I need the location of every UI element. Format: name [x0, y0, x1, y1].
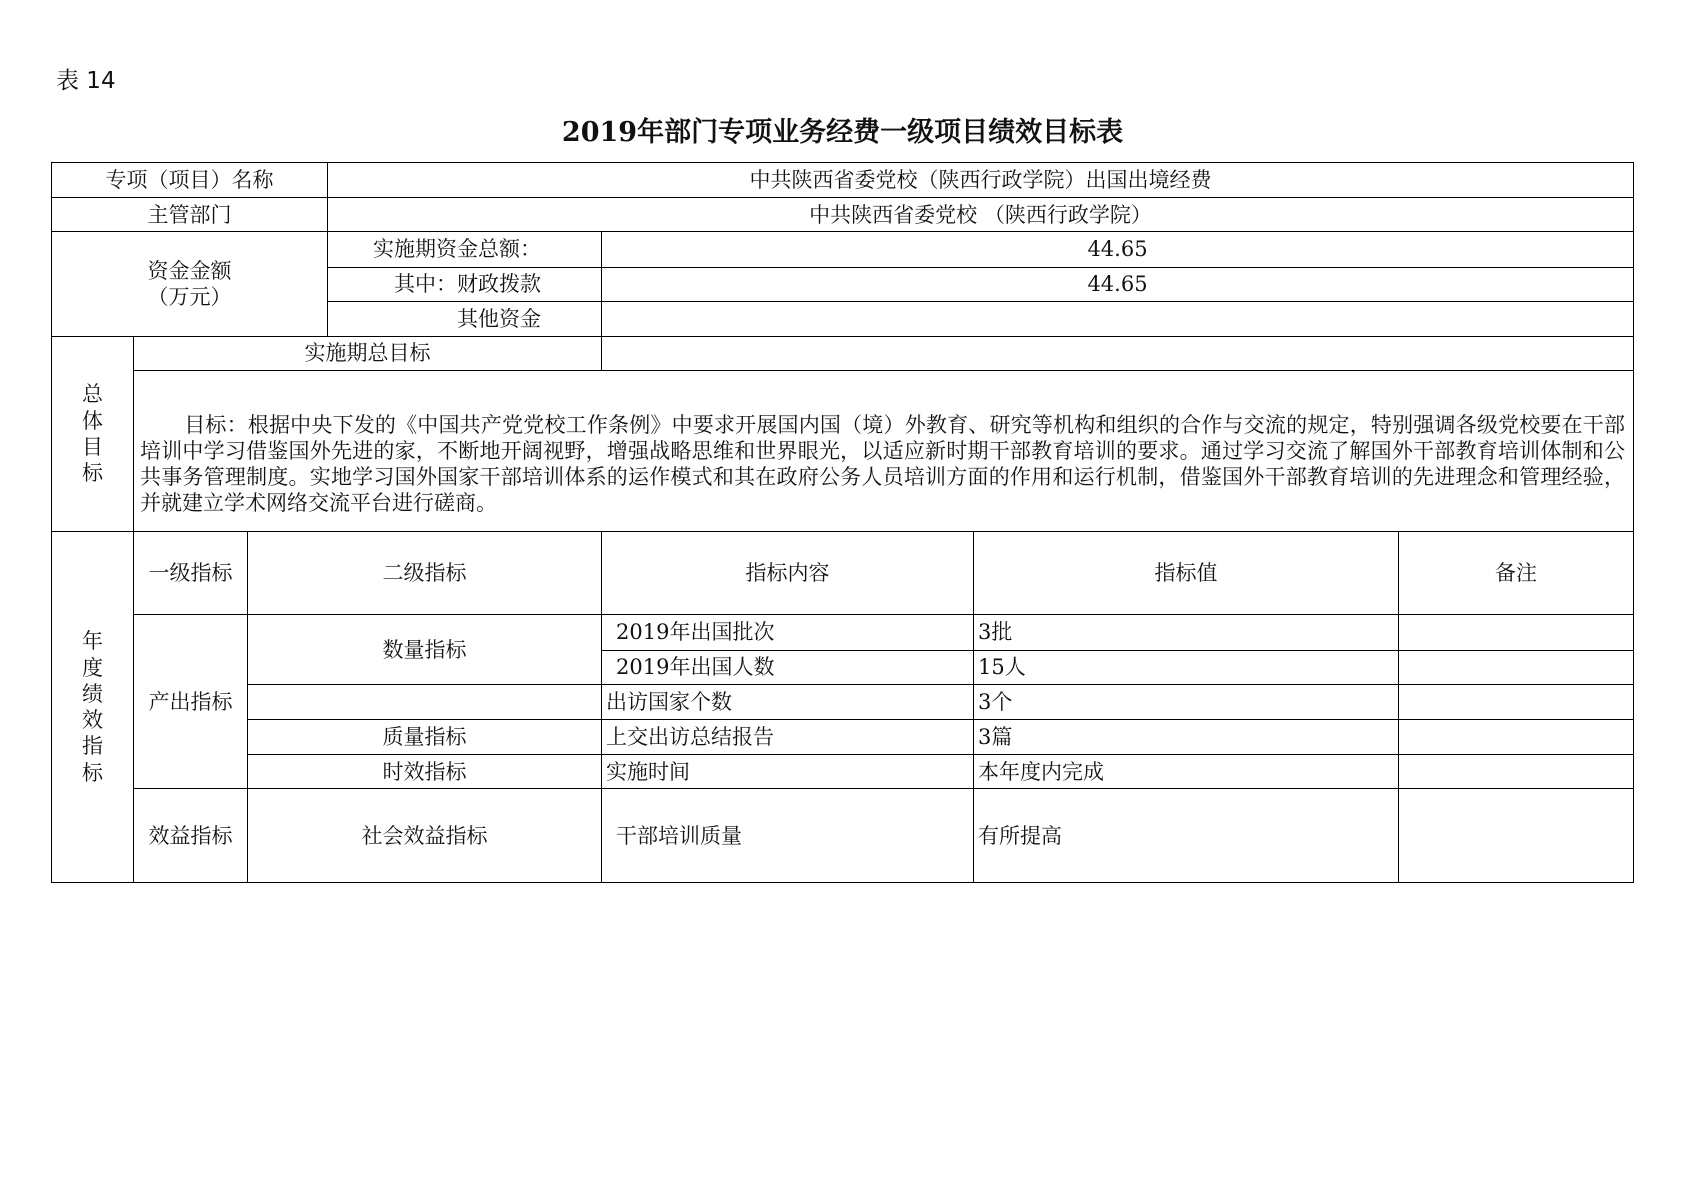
indicator-remark [1399, 720, 1634, 755]
side-char: 标 [82, 461, 103, 486]
indicator-value: 本年度内完成 [974, 755, 1399, 789]
social-benefit-indicator-label: 社会效益指标 [248, 789, 602, 883]
timeliness-indicator-label: 时效指标 [248, 755, 602, 789]
indicator-remark [1399, 755, 1634, 789]
department-label: 主管部门 [52, 198, 328, 232]
side-char: 体 [82, 408, 103, 433]
department-value: 中共陕西省委党校 （陕西行政学院） [328, 198, 1634, 232]
side-char: 指 [82, 734, 103, 759]
side-char: 目 [82, 434, 103, 459]
funds-total-row [52, 232, 1634, 267]
funds-fiscal-label: 其中：财政拨款 [328, 267, 602, 301]
project-name-value: 中共陕西省委党校（陕西行政学院）出国出境经费 [328, 163, 1634, 198]
side-char: 年 [82, 629, 103, 654]
indicator-content: 上交出访总结报告 [602, 720, 974, 755]
indicator-remark [1399, 789, 1634, 883]
implementation-period-target-label: 实施期总目标 [134, 336, 602, 370]
table-row [52, 789, 1634, 883]
header-content: 指标内容 [602, 532, 974, 615]
document-title: 2019年部门专项业务经费一级项目绩效目标表 [561, 117, 1124, 148]
funds-total-value: 44.65 [602, 232, 1634, 267]
department-row [52, 198, 1634, 232]
table-row [52, 684, 1634, 719]
table-row [52, 615, 1634, 650]
quality-indicator-label: 质量指标 [248, 720, 602, 755]
output-indicator-label: 产出指标 [134, 615, 248, 789]
indicator-content: 干部培训质量 [602, 789, 974, 883]
funds-other-label: 其他资金 [328, 301, 602, 336]
table-row [52, 720, 1634, 755]
overall-target-text-cell [134, 371, 1634, 532]
implementation-period-target-empty [602, 336, 1634, 370]
indicator-content: 2019年出国人数 [602, 650, 974, 684]
funds-amount-label [52, 232, 328, 337]
level2-empty [248, 684, 602, 719]
side-char: 效 [82, 708, 103, 732]
indicator-content: 出访国家个数 [602, 684, 974, 719]
indicator-value: 15人 [974, 650, 1399, 684]
overall-target-text: 目标：根据中央下发的《中国共产党党校工作条例》中要求开展国内国（境）外教育、研究等机构和组织的合作与交流的规定，特别强调各级党校要在干部培训中学习借鉴国外先进的家，不断地开阔视野，增强战略思维和世界眼光，以适应新时期干部教育培训的要求。通过学习交流了解国外干部教育培训体制和公共事务管理制度。实地学习国外国家干部培训体系的运作模式和其在政府公务人员培训方面的作用和运行机制，借鉴国外干部教育培训的先进理念和管理经验，并就建立学术网络交流平台进行磋商。 [140, 412, 1625, 516]
side-char: 度 [82, 655, 103, 680]
side-char: 总 [82, 382, 103, 407]
funds-label-line2: （万元） [147, 285, 232, 310]
project-name-label: 专项（项目）名称 [52, 163, 328, 198]
funds-label-line1: 资金金额 [147, 258, 232, 283]
side-char: 标 [82, 760, 103, 785]
side-char: 绩 [82, 681, 103, 706]
table-row [52, 755, 1634, 789]
indicator-value: 3篇 [974, 720, 1399, 755]
overall-target-side-label [52, 336, 134, 531]
benefit-indicator-label: 效益指标 [134, 789, 248, 883]
funds-other-value [602, 301, 1634, 336]
header-level2: 二级指标 [248, 532, 602, 615]
indicator-value: 3批 [974, 615, 1399, 650]
annual-header-row [52, 532, 1634, 615]
header-value: 指标值 [974, 532, 1399, 615]
indicator-remark [1399, 684, 1634, 719]
funds-total-label: 实施期资金总额： [328, 232, 602, 267]
header-level1: 一级指标 [134, 532, 248, 615]
indicator-value: 有所提高 [974, 789, 1399, 883]
indicator-remark [1399, 650, 1634, 684]
quantity-indicator-label: 数量指标 [248, 615, 602, 684]
overall-target-text-row [52, 371, 1634, 532]
overall-target-header-row [52, 336, 1634, 370]
project-name-row [52, 163, 1634, 198]
indicator-content: 实施时间 [602, 755, 974, 789]
funds-fiscal-value: 44.65 [602, 267, 1634, 301]
table-number-label: 表 14 [56, 68, 116, 94]
indicator-content: 2019年出国批次 [602, 615, 974, 650]
indicator-value: 3个 [974, 684, 1399, 719]
annual-target-side-label [52, 532, 134, 883]
indicator-remark [1399, 615, 1634, 650]
header-remark: 备注 [1399, 532, 1634, 615]
performance-target-table [51, 162, 1634, 883]
